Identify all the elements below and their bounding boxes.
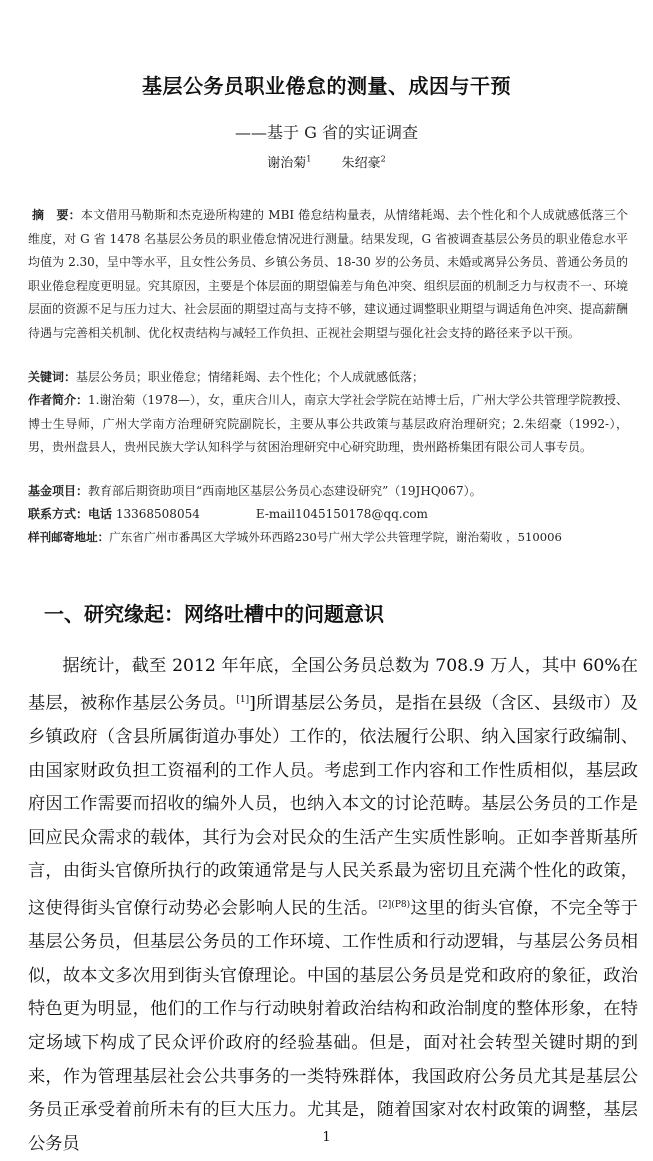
fund-info	[28, 480, 628, 504]
author-intro	[28, 389, 628, 460]
mailing-address	[28, 526, 628, 550]
author-name: 朱绍豪	[341, 156, 381, 171]
paper-title: 基层公务员职业倦怠的测量、成因与干预	[142, 74, 511, 98]
abstract-label: 摘 要：	[32, 208, 81, 222]
author-affiliation-mark: 1	[306, 154, 312, 164]
contact-label: 联系方式：	[28, 507, 89, 521]
keywords	[28, 366, 628, 390]
fund-label: 基金项目：	[28, 484, 89, 498]
author-affiliation-mark: 2	[380, 154, 386, 164]
author-name: 谢治菊	[267, 156, 307, 171]
author-intro-label: 作者简介：	[28, 393, 89, 407]
phone-number: 13368508054	[115, 507, 200, 521]
abstract-text: 本文借用马勒斯和杰克逊所构建的 MBI 倦怠结构量表，从情绪耗竭、去个性化和个人成就感低落三个维度，对 G 省 1478 名基层公务员的职业倦怠情况进行测量。结果发现，G 省被调查基层公务员的职业倦怠水平均值为 2.30，呈中等水平，且女性公务员、乡镇公务员、18-30 岁的公务员、未婚或离异公务员、普通公务员的职业倦怠程度更明显。究其原因，主要是个体层面的期望偏差与角色冲突、组织层面的机制乏力与权责不一、环境层面的资源不足与压力过大、社会层面的期望过高与支持不够，建议通过调整职业期望与调适角色冲突、提高薪酬待遇与完善相关机制、优化权责结构与减轻工作负担、正视社会期望与强化社会支持的路径来予以干预。	[28, 208, 629, 340]
author-intro-text: 1.谢治菊（1978—），女，重庆合川人，南京大学社会学院在站博士后，广州大学公共管理学院教授、博士生导师，广州大学南方治理研究院副院长，主要从事公共政策与基层政府治理研究；2.朱绍豪（1992-），男，贵州盘县人，贵州民族大学认知科学与贫困治理研究中心研究助理，贵州路桥集团有限公司人事专员。	[28, 393, 629, 455]
paragraph-text: 这里的街头官僚，不完全等于基层公务员，但基层公务员的工作环境、工作性质和行动逻辑，与基层公务员相似，故本文多次用到街头官僚理论。中国的基层公务员是党和政府的象征，政治特色更为明显，他们的工作与行动映射着政治结构和政治制度的整体形象，在特定场域下构成了民众评价政府的经验基础。但是，面对社会转型关键时期的到来，作为管理基层社会公共事务的一类特殊群体，我国政府公务员尤其是基层公务员正承受着前所未有的巨大压力。尤其是，随着国家对农村政策的调整，基层公务员	[28, 898, 638, 1154]
body-text	[28, 650, 638, 1161]
contact-info	[28, 503, 628, 527]
paragraph-text: ]所谓基层公务员，是指在县级（含区、县级市）及乡镇政府（含县所属街道办事处）工作的，依法履行公职、纳入国家行政编制、由国家财政负担工资福利的工作人员。考虑到工作内容和工作性质相似，基层政府因工作需要而招收的编外人员，也纳入本文的讨论范畴。基层公务员的工作是回应民众需求的载体，其行为会对民众的生活产生实质性影响。正如李普斯基所言，由街头官僚所执行的政策通常是与人民关系最为密切且充满个性化的政策，这使得街头官僚行动势必会影响人民的生活。	[28, 693, 638, 919]
keywords-text: 基层公务员；职业倦怠；情绪耗竭、去个性化；个人成就感低落；	[76, 370, 425, 384]
section-heading: 一、研究缘起：网络吐槽中的问题意识	[44, 602, 384, 626]
address-label: 样刊邮寄地址：	[28, 530, 110, 544]
paper-subtitle: ——基于 G 省的实证调查	[235, 123, 418, 142]
citation-ref: [1]	[236, 694, 250, 705]
address-text: 广东省广州市番禺区大学城外环西路230号广州大学公共管理学院，谢治菊收 ，510006	[109, 530, 562, 544]
abstract	[28, 204, 628, 346]
keywords-label: 关键词：	[28, 370, 77, 384]
fund-text: 教育部后期资助项目“西南地区基层公务员心态建设研究”（19JHQ067）。	[88, 484, 482, 498]
paragraph-text: 据统计，截至 2012 年年底，全国公务员总数为 708.9 万人，其中 60%在基层，被称作基层公务员。	[28, 656, 638, 714]
page-number: 1	[322, 1130, 331, 1145]
body-paragraph	[28, 650, 638, 1161]
phone-label: 电话	[88, 507, 113, 521]
email-address: E-mail1045150178@qq.com	[255, 507, 428, 521]
citation-ref: [2](P8)	[378, 899, 411, 910]
author-line	[0, 152, 653, 171]
